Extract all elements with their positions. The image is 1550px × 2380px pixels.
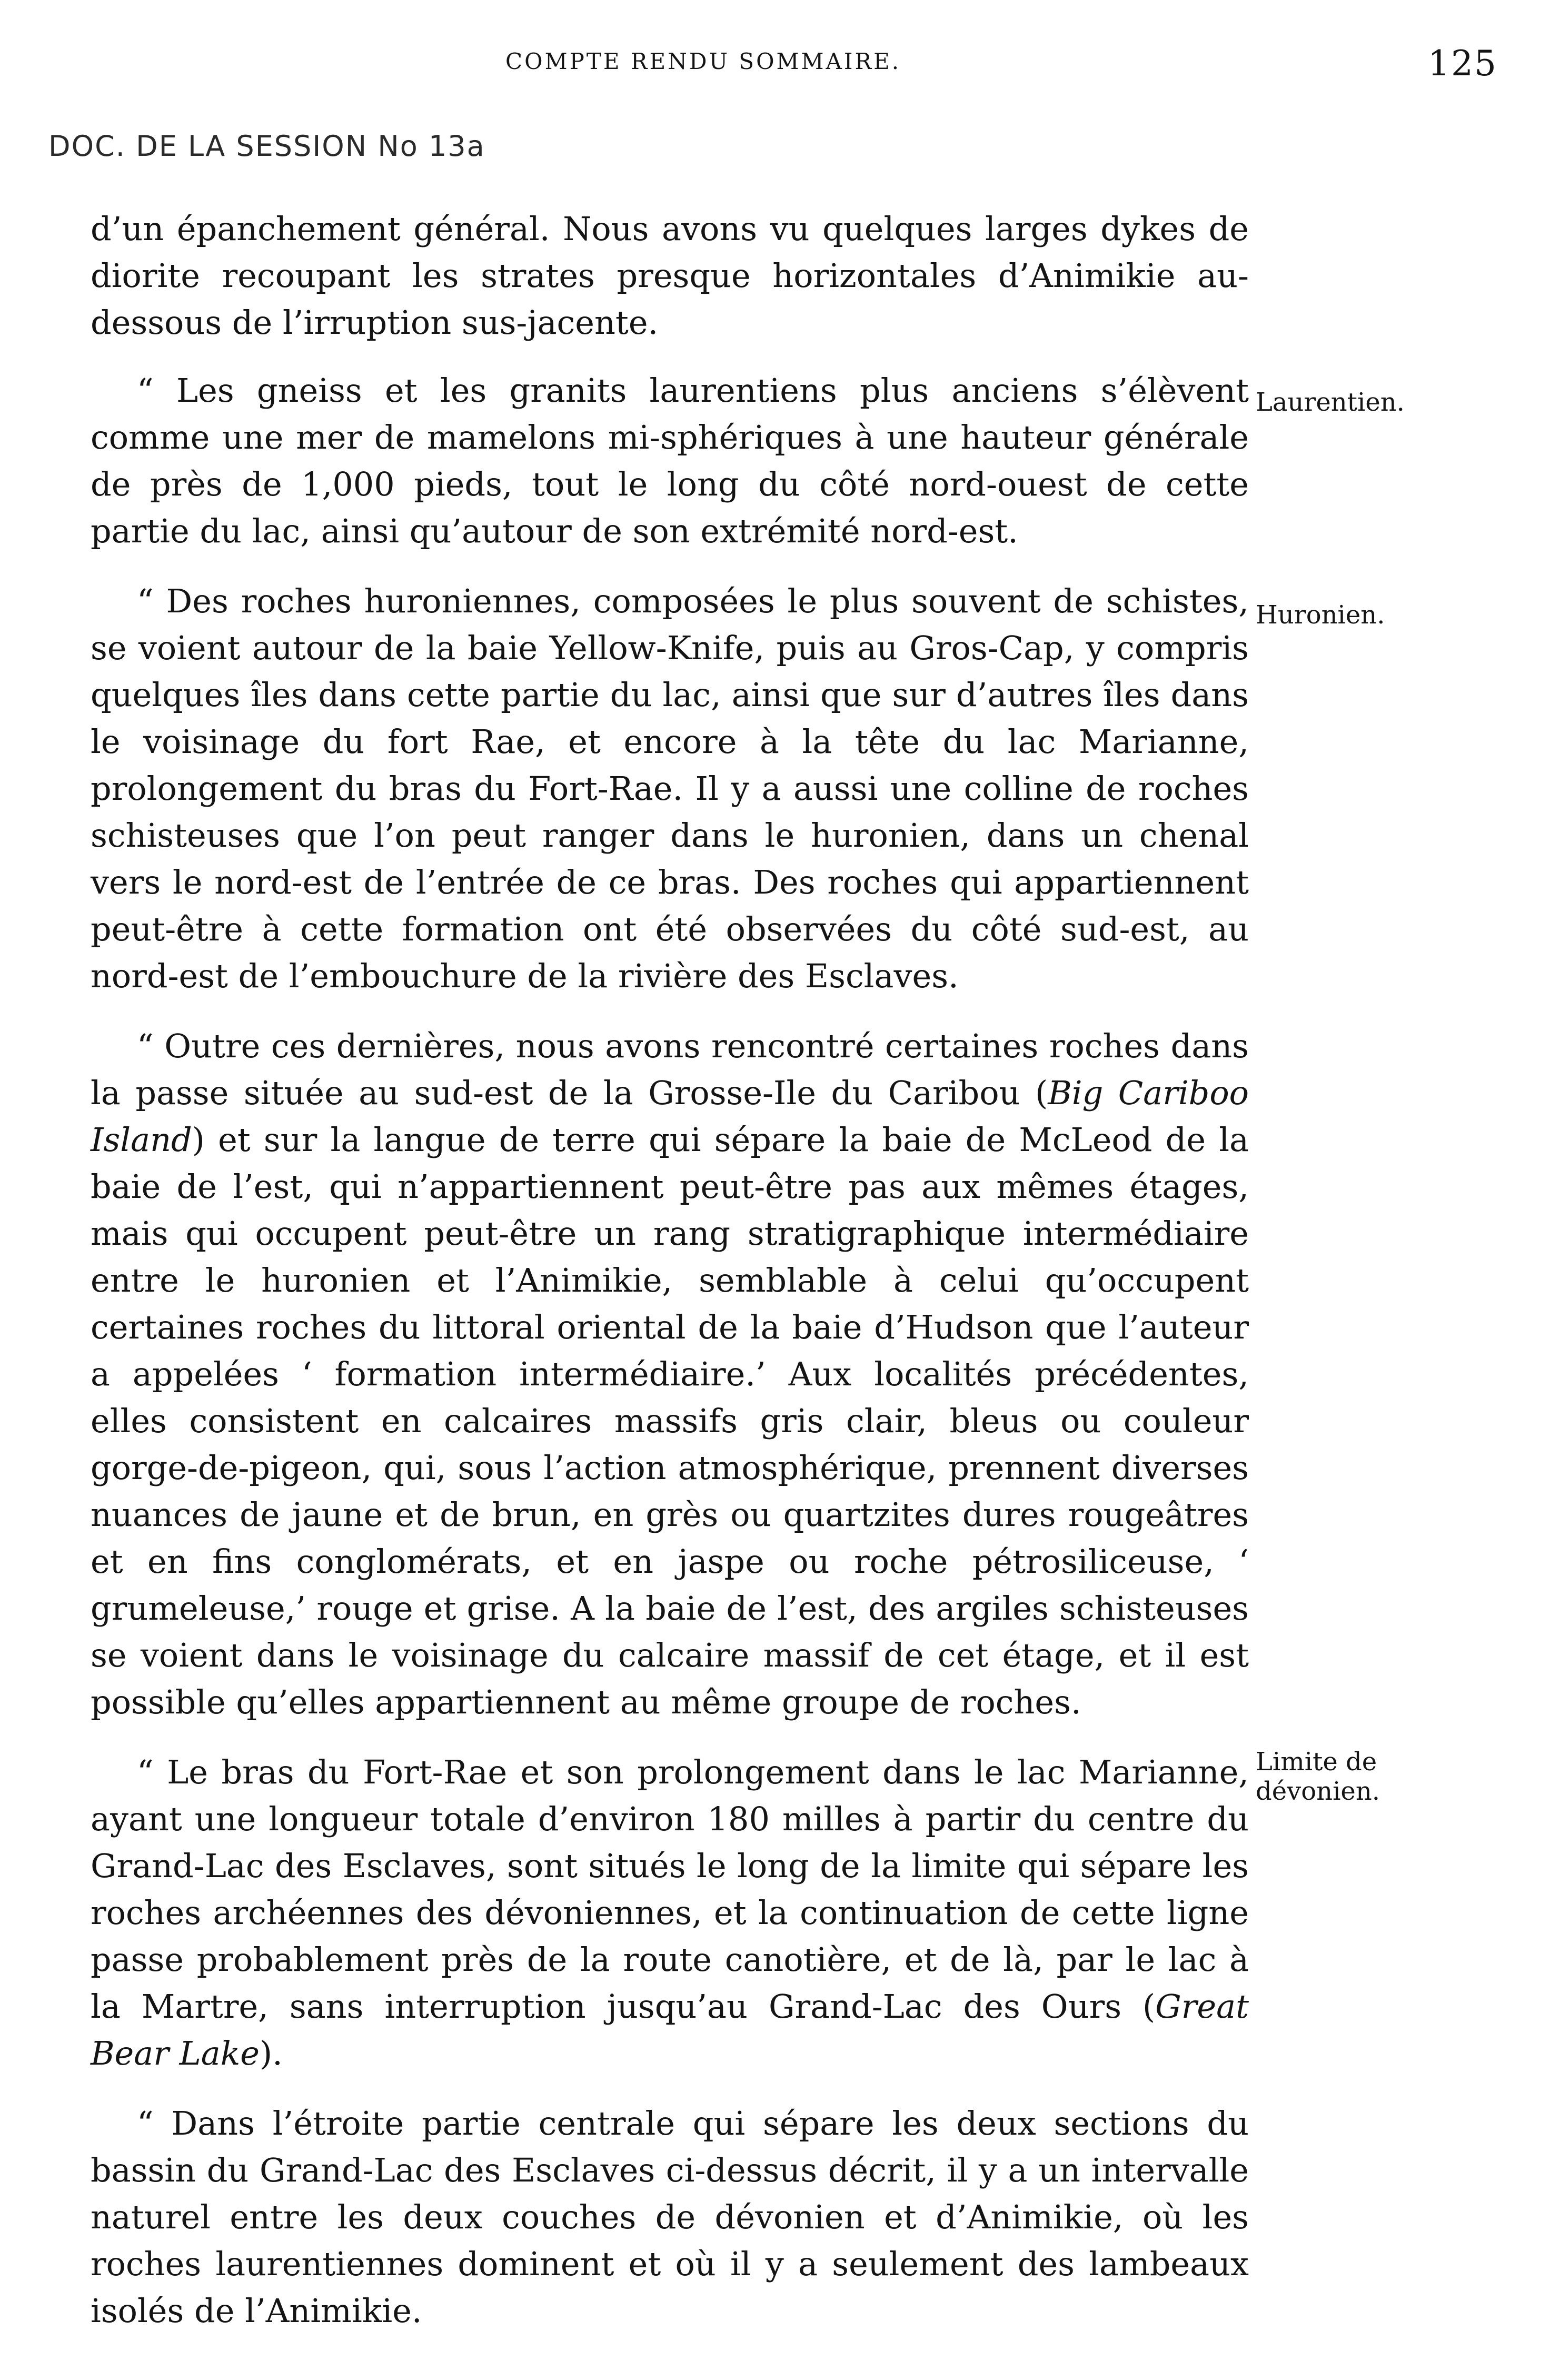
margin-note-limite-devonien: Limite de dévonien. (1256, 1747, 1380, 1806)
body-text (91, 205, 1249, 2334)
italic-term: Big Cariboo Island (91, 1074, 1249, 1159)
doc-reference: DOC. DE LA SESSION No 13a (48, 130, 485, 163)
text-run: “ Outre ces dernières, nous avons rencontré certaines roches dans la passe située au sud-est de la Grosse-Ile du Caribou ( (91, 1027, 1249, 1112)
paragraph-laurentien: “ Les gneiss et les granits laurentiens plus anciens s’élèvent comme une mer de mamelons mi-sphériques à une hauteur générale de près de 1,000 pieds, tout le long du côté nord-ouest de cette partie du lac, ainsi qu’autour de son extrémité nord-est. (91, 371, 1249, 550)
margin-note-laurentien: Laurentien. (1256, 388, 1405, 417)
running-title: COMPTE RENDU SOMMAIRE. (505, 48, 901, 74)
text-run: ) et sur la langue de terre qui sépare la baie de McLeod de la baie de l’est, qui n’appartiennent peut-être pas aux mêmes étages, mais qui occupent peut-être un rang stratigraphique intermédiaire entre le huronien et l’Animikie, semblable à celui qu’occupent certaines roches du littoral oriental de la baie d’Hudson que l’auteur a appelées ‘ formation intermédiaire.’ Aux localités précédentes, elles consistent en calcaires massifs gris clair, bleus ou couleur gorge-de-pigeon, qui, sous l’action atmosphérique, prennent diverses nuances de jaune et de brun, en grès ou quartzites dures rougeâtres et en fins conglomérats, et en jaspe ou roche pétrosiliceuse, ‘ grumeleuse,’ rouge et grise. A la baie de l’est, des argiles schisteuses se voient dans le voisinage du calcaire massif de cet étage, et il est possible qu’elles appartiennent au même groupe de roches. (91, 1120, 1249, 1721)
text-run: “ Le bras du Fort-Rae et son prolongement dans le lac Marianne, ayant une longueur totale d’environ 180 milles à partir du centre du Grand-Lac des Esclaves, sont situés le long de la limite qui sépare les roches archéennes des dévoniennes, et la continuation de cette ligne passe probablement près de la route canotière, et de là, par le lac à la Martre, sans interruption jusqu’au Grand-Lac des Ours ( (91, 1753, 1249, 2026)
paragraph-partie-centrale: “ Dans l’étroite partie centrale qui sépare les deux sections du bassin du Grand-Lac des Esclaves ci-dessus décrit, il y a un intervalle naturel entre les deux couches de dévonien et d’Animikie, où les roches laurentiennes dominent et où il y a seulement des lambeaux isolés de l’Animikie. (91, 2104, 1249, 2330)
italic-term: Great Bear Lake (91, 1987, 1249, 2072)
paragraph-formation-intermediaire (91, 1023, 1249, 1726)
paragraph-continuation: d’un épanchement général. Nous avons vu quelques larges dykes de diorite recoupant les strates presque horizontales d’Animikie au-dessous de l’irruption sus-jacente. (91, 210, 1249, 342)
page-number: 125 (1428, 43, 1497, 84)
paragraph-limite-devonien (91, 1749, 1249, 2077)
margin-note-huronien: Huronien. (1256, 600, 1385, 630)
paragraph-huronien: “ Des roches huroniennes, composées le plus souvent de schistes, se voient autour de la baie Yellow-Knife, puis au Gros-Cap, y compris quelques îles dans cette partie du lac, ainsi que sur d’autres îles dans le voisinage du fort Rae, et encore à la tête du lac Marianne, prolongement du bras du Fort-Rae. Il y a aussi une colline de roches schisteuses que l’on peut ranger dans le huronien, dans un chenal vers le nord-est de l’entrée de ce bras. Des roches qui appartiennent peut-être à cette formation ont été observées du côté sud-est, au nord-est de l’embouchure de la rivière des Esclaves. (91, 582, 1249, 995)
text-run: ). (259, 2034, 283, 2072)
